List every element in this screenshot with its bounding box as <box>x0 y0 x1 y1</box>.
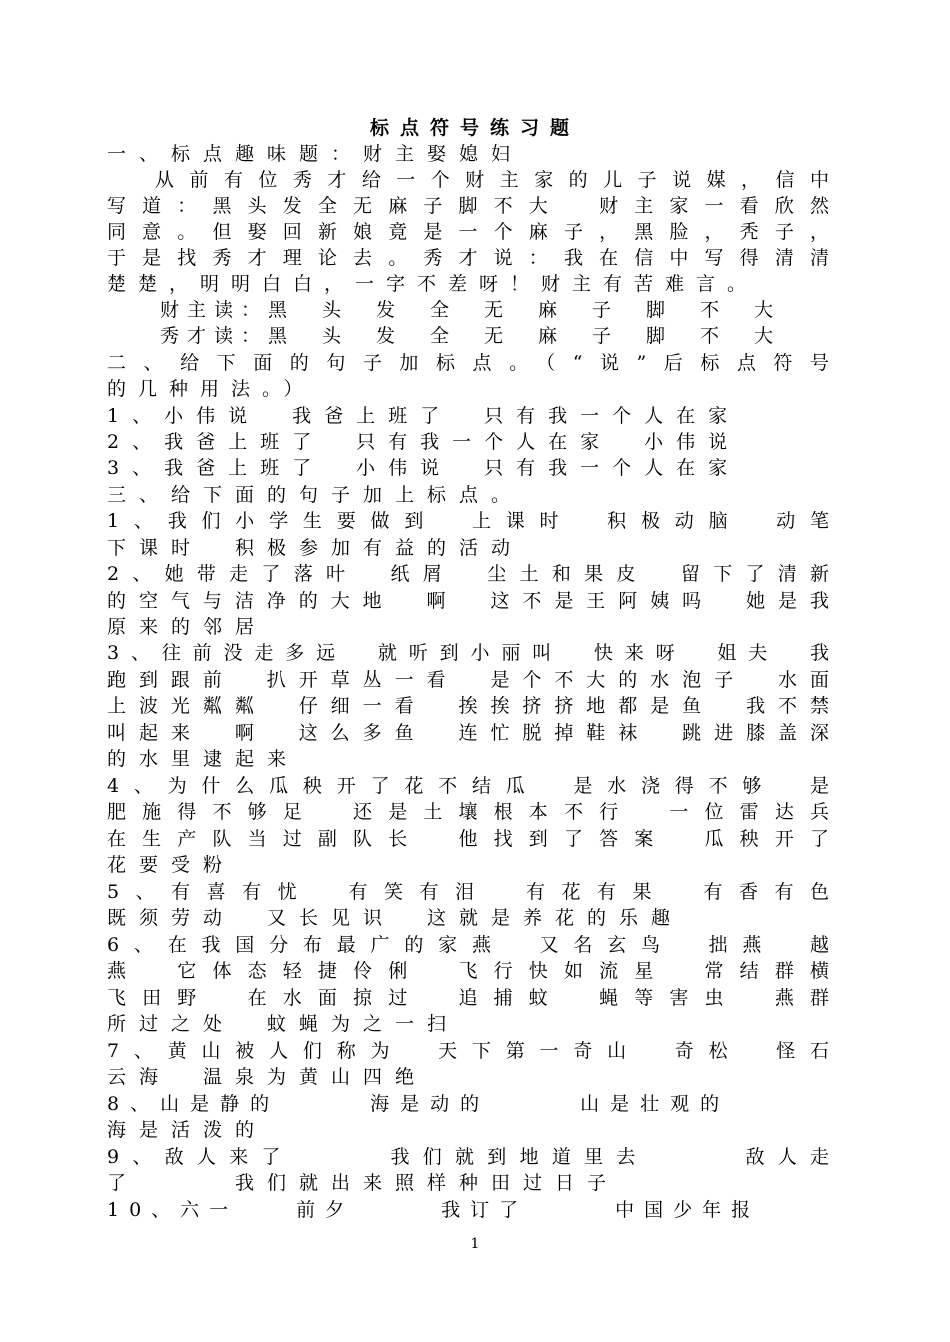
text-line: 5、有喜有忧 有笑有泪 有花有果 有香有色 <box>107 881 829 903</box>
text-line: 三、给下面的句子加上标点。 <box>107 484 524 506</box>
text-line: 2、她带走了落叶 纸屑 尘土和果皮 留下了清新 <box>107 563 829 585</box>
text-line: 6、在我国分布最广的家燕 又名玄鸟 拙燕 越 <box>107 934 829 956</box>
text-line: 3、往前没走多远 就听到小丽叫 快来呀 姐夫 我 <box>107 642 829 664</box>
page-number: 1 <box>470 1236 480 1252</box>
text-line: 肥施得不够足 还是土壤根本不行 一位雷达兵 <box>107 801 829 823</box>
text-line: 写道：黑头发全无麻子脚不大 财主家一看欣然 <box>107 195 829 217</box>
text-line: 1、小伟说 我爸上班了 只有我一个人在家 <box>107 405 741 427</box>
text-line: 从前有位秀才给一个财主家的儿子说媒，信中 <box>155 169 829 191</box>
text-line: 在生产队当过副队长 他找到了答案 瓜秧开了 <box>107 828 829 850</box>
text-line: 4、为什么瓜秧开了花不结瓜 是水浇得不够 是 <box>107 775 829 797</box>
text-line: 2、我爸上班了 只有我一个人在家 小伟说 <box>107 431 741 453</box>
text-line: 飞田野 在水面掠过 追捕蚊 蝇等害虫 燕群 <box>107 987 829 1009</box>
text-line: 的水里逮起来 <box>107 748 300 770</box>
text-line: 楚楚，明明白白，一字不差呀！财主有苦难言。 <box>107 273 759 295</box>
text-line: 原来的邻居 <box>107 616 268 638</box>
text-line: 二、给下面的句子加标点。（“说”后标点符号 <box>107 352 829 374</box>
text-line: 同意。但娶回新娘竟是一个麻子，黑脸，秃子， <box>107 221 829 243</box>
text-line: 1、我们小学生要做到 上课时 积极动脑 动笔 <box>107 510 829 532</box>
text-line: 的几种用法。） <box>107 378 315 400</box>
text-line: 7、黄山被人们称为 天下第一奇山 奇松 怪石 <box>107 1040 829 1062</box>
text-line: 9、敌人来了 我们就到地道里去 敌人走 <box>107 1146 829 1168</box>
text-line: 了 我们就出来照样种田过日子 <box>107 1172 620 1194</box>
text-line: 的空气与洁净的大地 啊 这不是王阿姨吗 她是我 <box>107 590 829 612</box>
text-line: 一、标点趣味题：财主娶媳妇 <box>107 143 524 165</box>
text-line: 下课时 积极参加有益的活动 <box>107 537 524 559</box>
text-line: 燕 它体态轻捷伶俐 飞行快如流星 常结群横 <box>107 960 829 982</box>
text-line: 跑到跟前 扒开草丛一看 是个不大的水泡子 水面 <box>107 669 829 691</box>
text-line: 花要受粉 <box>107 854 236 876</box>
text-line: 既须劳动 又长见识 这就是养花的乐趣 <box>107 907 684 929</box>
text-line: 3、我爸上班了 小伟说 只有我一个人在家 <box>107 457 741 479</box>
text-line: 于是找秀才理论去。秀才说：我在信中写得清清 <box>107 247 829 269</box>
text-line: 秀才读：黑 头 发 全 无 麻 子 脚 不 大 <box>160 325 782 347</box>
text-line: 10、六一 前夕 我订了 中国少年报 <box>107 1199 761 1221</box>
text-line: 8、山是静的 海是动的 山是壮观的 <box>107 1093 731 1115</box>
text-line: 财主读：黑 头 发 全 无 麻 子 脚 不 大 <box>160 299 782 321</box>
text-line: 叫起来 啊 这么多鱼 连忙脱掉鞋袜 跳进膝盖深 <box>107 722 829 744</box>
text-line: 海是活泼的 <box>107 1119 268 1141</box>
text-line: 上波光粼粼 仔细一看 挨挨挤挤地都是鱼 我不禁 <box>107 695 829 717</box>
text-line: 所过之处 蚊蝇为之一扫 <box>107 1013 460 1035</box>
text-line: 云海 温泉为黄山四绝 <box>107 1066 428 1088</box>
page-title: 标点符号练习题 <box>369 117 580 139</box>
